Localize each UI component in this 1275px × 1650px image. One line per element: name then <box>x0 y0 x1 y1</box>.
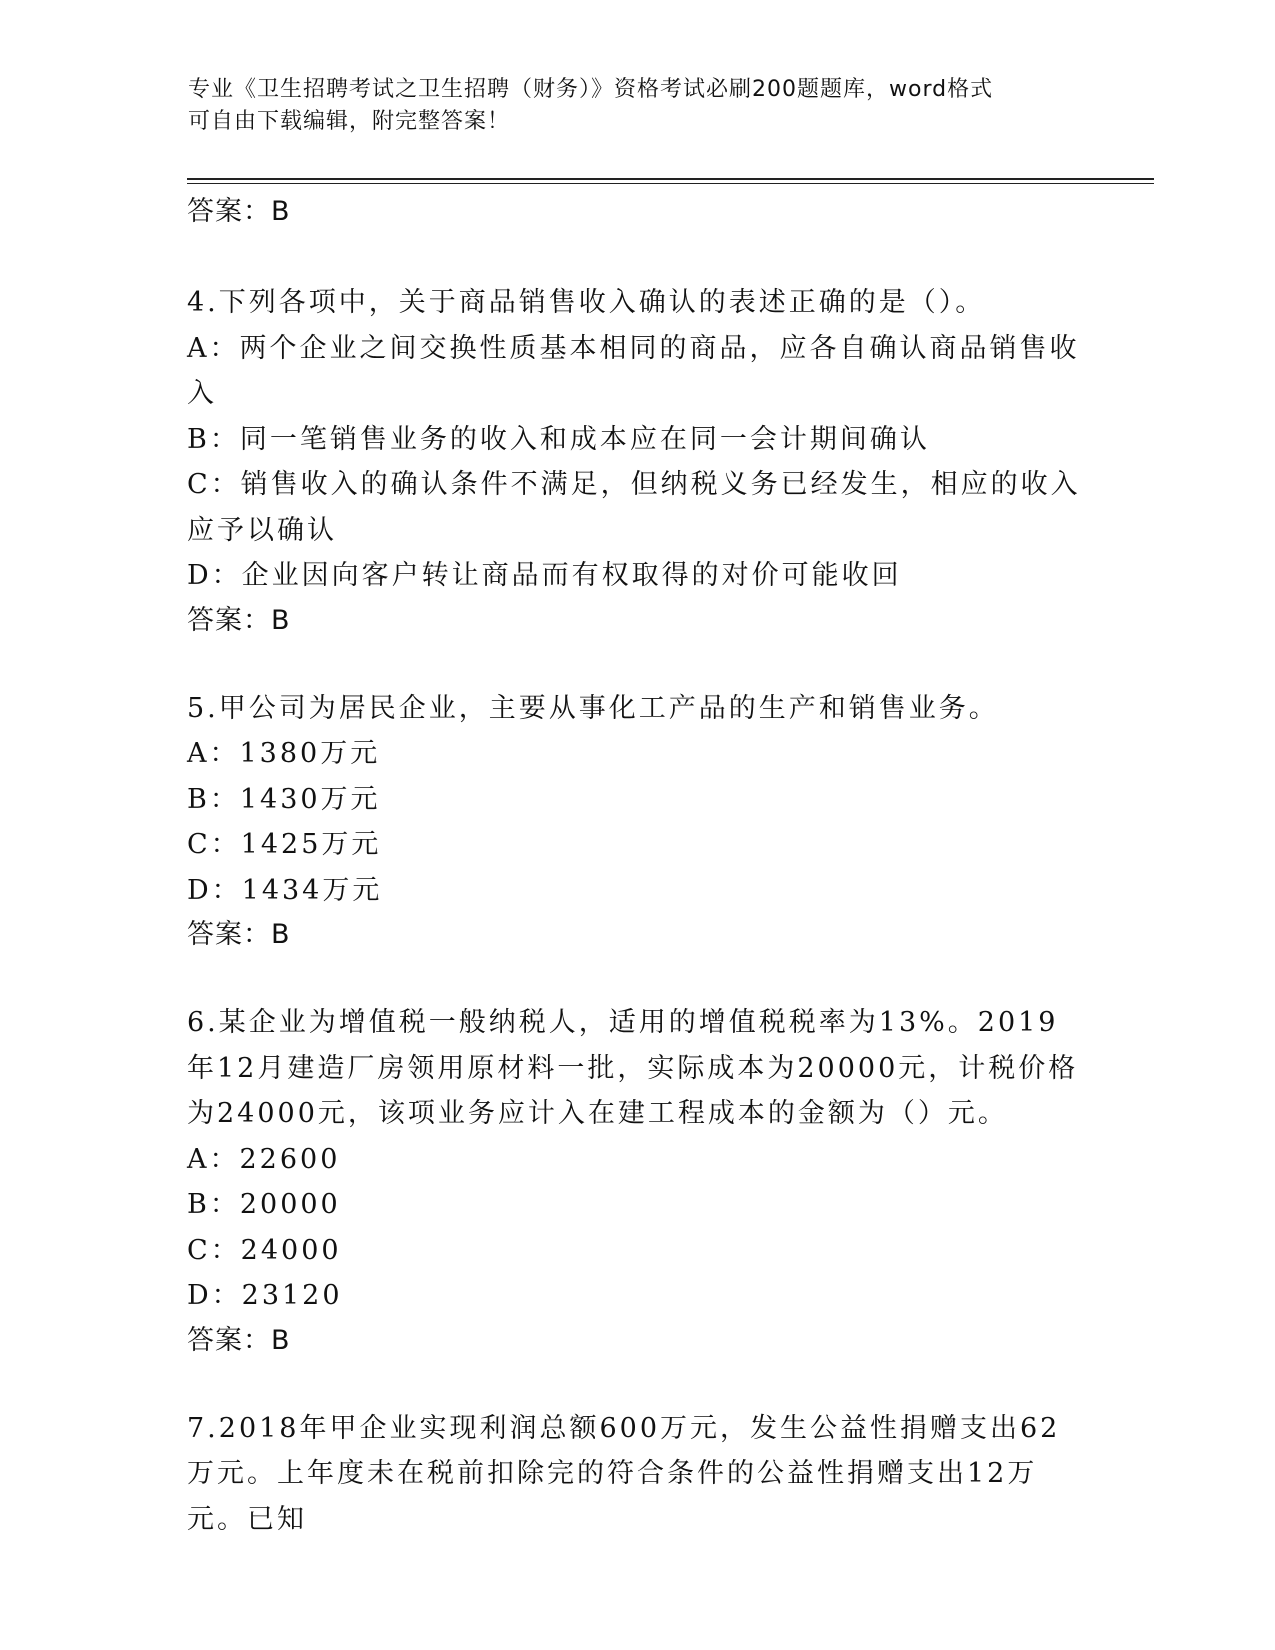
option-c: C：24000 <box>187 1234 342 1266</box>
option-b: B：20000 <box>187 1189 341 1220</box>
question-stem: 4.下列各项中，关于商品销售收入确认的表述正确的是（）。 <box>187 287 986 318</box>
question-stem: 6.某企业为增值税一般纳税人，适用的增值税税率为13%。2019年12月建造厂房领用原材料一批，实际成本为20000元，计税价格为24000元，该项业务应计入在建工程成本的金额为（）元。 <box>187 1007 1079 1129</box>
question-list <box>187 280 1087 1586</box>
option-b: B：1430万元 <box>187 783 381 815</box>
option-a: A：1380万元 <box>187 738 381 769</box>
option-d: D：23120 <box>187 1280 343 1311</box>
option-a: A：两个企业之间交换性质基本相同的商品，应各自确认商品销售收入 <box>187 332 1080 409</box>
header-divider-thin <box>187 183 1154 184</box>
question-5 <box>187 686 1087 957</box>
answer-label: 答案：B <box>187 1324 291 1356</box>
header-divider-thick <box>187 178 1154 180</box>
answer-label: 答案：B <box>187 919 291 950</box>
option-c: C：1425万元 <box>187 829 382 860</box>
question-stem: 5.甲公司为居民企业，主要从事化工产品的生产和销售业务。 <box>187 692 999 724</box>
document-header <box>188 74 1068 138</box>
header-title-line-2: 可自由下载编辑，附完整答案！ <box>188 109 511 134</box>
header-title-line-1: 专业《卫生招聘考试之卫生招聘（财务）》资格考试必刷200题题库，word格式 <box>188 77 994 102</box>
option-d: D：1434万元 <box>187 874 383 906</box>
option-b: B：同一笔销售业务的收入和成本应在同一会计期间确认 <box>187 423 930 455</box>
previous-question-answer: 答案：B <box>187 196 291 227</box>
option-c: C：销售收入的确认条件不满足，但纳税义务已经发生，相应的收入应予以确认 <box>187 469 1081 546</box>
option-a: A：22600 <box>187 1143 341 1175</box>
question-4 <box>187 280 1087 642</box>
option-d: D：企业因向客户转让商品而有权取得的对价可能收回 <box>187 560 902 591</box>
question-6 <box>187 1000 1087 1362</box>
question-7 <box>187 1406 1087 1543</box>
answer-label: 答案：B <box>187 604 291 636</box>
question-stem: 7.2018年甲企业实现利润总额600万元，发生公益性捐赠支出62万元。上年度未在税前扣除完的符合条件的公益性捐赠支出12万元。已知 <box>187 1412 1061 1535</box>
